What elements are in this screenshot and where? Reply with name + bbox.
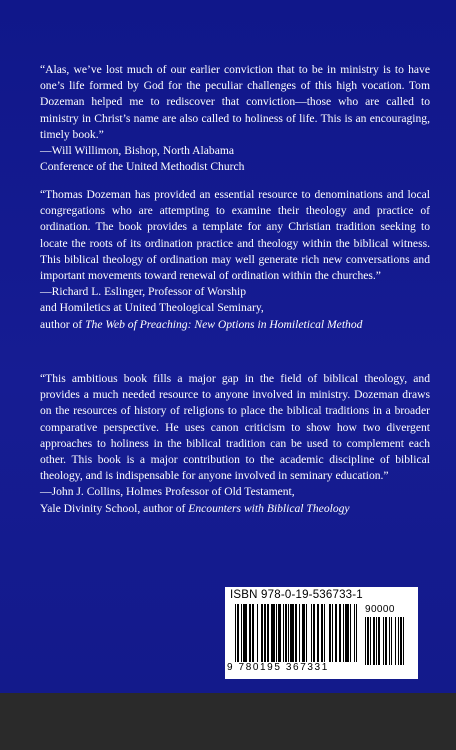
attribution-prefix: author of <box>40 317 86 331</box>
attribution-prefix: Yale Divinity School, author of <box>40 501 189 515</box>
barcode-bar <box>302 604 304 662</box>
endorsement-willimon <box>40 62 430 175</box>
barcode-bar <box>237 604 238 662</box>
barcode-bar <box>350 604 351 662</box>
barcode-bar <box>306 604 307 662</box>
barcode-bar <box>400 617 402 665</box>
barcode-bar <box>299 604 300 662</box>
barcode-bar <box>261 604 262 662</box>
barcode-bar <box>389 617 390 665</box>
barcode-bar <box>343 604 344 662</box>
barcode-bar <box>383 617 384 665</box>
barcode-bar <box>271 604 275 662</box>
barcode-bar <box>321 604 322 662</box>
isbn-barcode <box>225 587 418 679</box>
endorsement-attribution-line: —Richard L. Eslinger, Professor of Worship <box>40 285 247 299</box>
barcode-bar <box>264 604 266 662</box>
endorsement-collins <box>40 371 430 517</box>
endorsement-eslinger <box>40 187 430 333</box>
barcode-bar <box>295 604 297 662</box>
bottom-band <box>0 693 456 750</box>
endorsement-quote: “Thomas Dozeman has provided an essential resource to denominations and local congregations who are attempting to examine their theology and practice of ordination. The book provides a template for any Christian tradition seeking to locate the roots of its ordination practice and theology within the biblical witness. This biblical theology of ordination may well generate rich new conversations and important movements toward renewal of ordination within the churches.” <box>40 188 430 283</box>
barcode-bar <box>365 617 366 665</box>
barcode-bar <box>391 617 392 665</box>
endorsement-quote: “Alas, we’ve lost much of our earlier conviction that to be in ministry is to have one’s life formed by God for the peculiar challenges of this high vocation. Tom Dozeman helped me to rediscover that conviction—those who are called to ministry in Christ’s name are also called to holiness of life. This is an encouraging, timely book.” <box>40 63 430 141</box>
endorsement-attribution-line: and Homiletics at United Theological Seminary, <box>40 301 264 315</box>
barcode-bar <box>283 604 284 662</box>
barcode-bar <box>249 604 250 662</box>
barcode-bar <box>288 604 289 662</box>
barcode-bar <box>370 617 371 665</box>
barcode-bar <box>339 604 340 662</box>
endorsement-quote: “This ambitious book fills a major gap in the field of biblical theology, and provides a much needed resource to anyone involved in ministry. Dozeman draws on the resources of history of religions to place the biblical traditions in a broader comparative perspective. He uses canon criticism to show how two divergent approaches to holiness in the biblical tradition can be used to complement each other. This book is a major contribution to the academic discipline of biblical theology, and is indispensable for anyone involved in seminary education.” <box>40 372 430 483</box>
barcode-bar <box>373 617 375 665</box>
isbn-label: ISBN 978-0-19-536733-1 <box>230 589 363 601</box>
barcode-bar <box>329 604 331 662</box>
endorsement-attribution-line: —John J. Collins, Holmes Professor of Old Testament, <box>40 485 295 499</box>
barcode-bar <box>395 617 396 665</box>
barcode-bar <box>313 604 315 662</box>
barcode-bar <box>252 604 254 662</box>
barcode-digits: 9 780195 367331 <box>227 662 329 673</box>
barcode-bar <box>324 604 325 662</box>
barcode-bar <box>367 617 369 665</box>
endorsement-attribution-line: —Will Willimon, Bishop, North Alabama <box>40 144 235 158</box>
endorsement-attribution-line: Conference of the United Methodist Church <box>40 160 245 174</box>
barcode-bar <box>257 604 258 662</box>
barcode-bar <box>241 604 242 662</box>
book-title: The Web of Preaching: New Options in Homiletical Method <box>85 317 363 331</box>
barcode-bar <box>356 604 357 662</box>
barcode-bar <box>290 604 294 662</box>
ean-barcode-bars <box>235 604 361 662</box>
barcode-bar <box>345 604 349 662</box>
barcode-bar <box>276 604 277 662</box>
endorsement-attribution-line <box>40 317 430 333</box>
barcode-bar <box>317 604 319 662</box>
barcode-bar <box>376 617 377 665</box>
book-title: Encounters with Biblical Theology <box>188 501 350 515</box>
barcode-bar <box>403 617 404 665</box>
price-code: 90000 <box>365 604 395 615</box>
barcode-bar <box>311 604 312 662</box>
barcode-bar <box>285 604 286 662</box>
barcode-bar <box>243 604 247 662</box>
barcode-bar <box>278 604 280 662</box>
barcode-bar <box>385 617 387 665</box>
barcode-bar <box>335 604 337 662</box>
barcode-bar <box>354 604 355 662</box>
barcode-bar <box>398 617 399 665</box>
barcode-bar <box>332 604 333 662</box>
barcode-bar <box>378 617 380 665</box>
barcode-bar <box>267 604 268 662</box>
price-addon-bars <box>365 617 411 665</box>
endorsement-attribution-line <box>40 501 430 517</box>
barcode-bar <box>235 604 236 662</box>
